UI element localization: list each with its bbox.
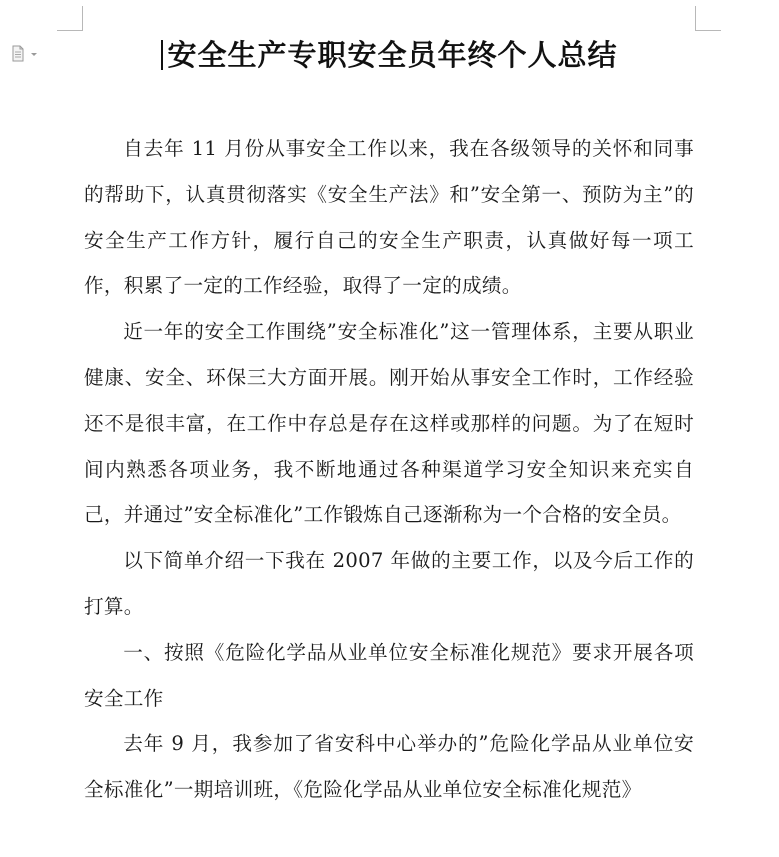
top-left-margin-mark [57,6,83,31]
paragraph[interactable]: 去年 9 月，我参加了省安科中心举办的”危险化学品从业单位安全标准化”一期培训班，《危险化学品从业单位安全标准化规范》 [84,732,694,802]
text-cursor [161,40,163,70]
document-body[interactable] [84,126,694,813]
top-right-margin-mark [695,6,721,31]
paragraph[interactable]: 以下简单介绍一下我在 2007 年做的主要工作，以及今后工作的打算。 [84,549,694,618]
paragraph[interactable]: 一、按照《危险化学品从业单位安全标准化规范》要求开展各项安全工作 [84,640,694,710]
paragraph[interactable]: 近一年的安全工作围绕”安全标准化”这一管理体系，主要从职业健康、安全、环保三大方面开展。刚开始从事安全工作时，工作经验还不是很丰富，在工作中存总是存在这样或那样的问题。为了在短时间内熟悉各项业务，我不断地通过各种渠道学习安全知识来充实自己，并通过”安全标准化”工作锻炼自己逐渐称为一个合格的安全员。 [84,320,694,527]
paragraph[interactable]: 自去年 11 月份从事安全工作以来，我在各级领导的关怀和同事的帮助下，认真贯彻落实《安全生产法》和”安全第一、预防为主”的安全生产工作方针，履行自己的安全生产职责，认真做好每一项工作，积累了一定的工作经验，取得了一定的成绩。 [84,137,694,298]
title-row [0,32,779,78]
document-title[interactable]: 安全生产专职安全员年终个人总结 [167,38,618,72]
